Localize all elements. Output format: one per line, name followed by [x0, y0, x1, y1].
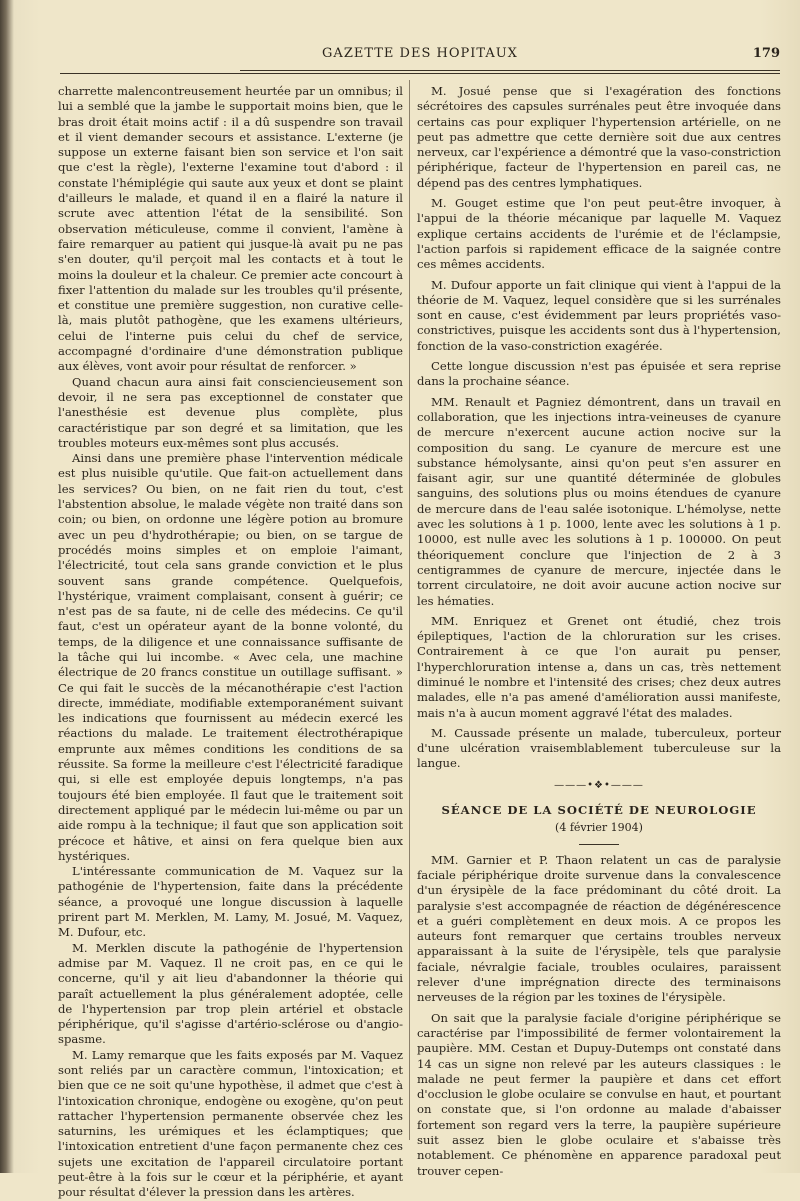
running-title: GAZETTE DES HOPITAUX [322, 46, 518, 61]
section-date: (4 février 1904) [555, 821, 643, 835]
paragraph: M. Caussade présente un malade, tuberculeux, porteur d'une ulcération vraisemblablement tuberculeuse sur la langue. [417, 725, 781, 771]
paragraph: charrette malencontreusement heurtée par un omnibus; il lui a semblé que la jambe le supportait moins bien, que le bras droit était moins actif : il a dû suspendre son travail et il vient demander secours et assistance. L'externe (je suppose un externe faisant bien son service et l'on sait que c'est la règle), l'externe l'examine tout d'abord : il constate l'hémiplégie qui saute aux yeux et dont se plaint d'ailleurs le malade, et quand il en a flairé la nature il scrute avec attention l'état de la sensibilité. Son observation méticuleuse, comme il convient, l'amène à faire remarquer au patient qui jusque-là avait pu ne pas s'en douter, qu'il perçoit mal les contacts et à tout le moins la douleur et la chaleur. Ce premier acte concourt à fixer l'attention du malade sur les troubles qu'il présente, et constitue une première suggestion, non curative celle-là, mais plutôt pathogène, que les examens ultérieurs, celui de l'interne puis celui du chef de service, accompagné d'ordinaire d'une démonstration publique aux élèves, vont avoir pour résultat de renforcer. » [58, 84, 403, 374]
paragraph: Ainsi dans une première phase l'intervention médicale est plus nuisible qu'utile. Que fait-on actuellement dans les services? Ou bien, on ne fait rien du tout, c'est l'abstention absolue, le malade végète non traité dans son coin; ou bien, on ordonne une légère potion au bromure avec un peu d'hydrothérapie; ou bien, on se targue de procédés moins simples et on emploie l'aimant, l'électricité, tout cela sans grande conviction et le plus souvent sans grande compétence. Quelquefois, l'hystérique, vraiment complaisant, consent à guérir; ce n'est pas de sa faute, ni de celle des médecins. Ce qu'il faut, c'est un opérateur ayant de la bonne volonté, du temps, de la diligence et une connaissance suffisante de la tâche qui lui incombe. « Avec cela, une machine électrique de 20 francs constitue un outillage suffisant. » Ce qui fait le succès de la mécanothérapie c'est l'action directe, immédiate, modifiable extemporanément suivant les indications que fournissent au médecin exercé les réactions du malade. Le traitement électrothérapique emprunte aux mêmes conditions les conditions de sa réussite. Sa forme la meilleure c'est l'électricité faradique qui, si elle est employée depuis longtemps, n'a pas toujours été bien employée. Il faut que le traitement soit directement appliqué par le médecin lui-même ou par un aide rompu à la technique; il faut que son application soit précoce et hâtive, et ainsi on fera quelque bien aux hystériques. [58, 451, 403, 863]
paragraph: M. Josué pense que si l'exagération des fonctions sécrétoires des capsules surrénales peut être invoquée dans certains cas pour expliquer l'hypertension artérielle, on ne peut pas admettre que cette dernière soit due aux centres nerveux, car l'expérience a démontré que la vaso-constriction périphérique, facteur de l'hypertension en pareil cas, ne dépend pas des centres lymphatiques. [417, 84, 781, 190]
paragraph: MM. Renault et Pagniez démontrent, dans un travail en collaboration, que les injections intra-veineuses de cyanure de mercure n'exercent aucune action nocive sur la composition du sang. Le cyanure de mercure est une substance hémolysante, ainsi qu'on peut s'en assurer en faisant agir, sur une quantité déterminée de globules sanguins, des solutions plus ou moins étendues de cyanure de mercure dans de l'eau salée isotonique. L'hémolyse, nette avec les solutions à 1 p. 1000, lente avec les solutions à 1 p. 10000, est nulle avec les solutions à 1 p. 100000. On peut théoriquement conclure que l'injection de 2 à 3 centigrammes de cyanure de mercure, injectée dans le torrent circulatoire, ne doit avoir aucune action nocive sur les hématies. [417, 394, 781, 608]
paragraph: Cette longue discussion n'est pas épuisée et sera reprise dans la prochaine séance. [417, 359, 781, 389]
page-header [60, 46, 780, 68]
paragraph: Quand chacun aura ainsi fait consciencieusement son devoir, il ne sera pas exceptionnel de constater que l'anesthésie est devenue plus complète, plus caractéristique par son degré et sa limitation, que les troubles moteurs eux-mêmes sont plus accusés. [58, 374, 403, 450]
paragraph: L'intéressante communication de M. Vaquez sur la pathogénie de l'hypertension, faite dans la précédente séance, a provoqué une longue discussion à laquelle prirent part M. Merklen, M. Lamy, M. Josué, M. Vaquez, M. Dufour, etc. [58, 864, 403, 940]
left-column [58, 84, 403, 1201]
paragraph: M. Lamy remarque que les faits exposés par M. Vaquez sont reliés par un caractère commun, l'intoxication; et bien que ce ne soit qu'une hypothèse, il admet que c'est à l'intoxication chronique, endogène ou exogène, qu'on peut rattacher l'hypertension permanente observée chez les saturnins, les urémiques et les éclamptiques; que l'intoxication entretient d'une façon permanente chez ces sujets une excitation de l'appareil circulatoire portant peut-être à la fois sur le cœur et la périphérie, et ayant pour résultat d'élever la pression dans les artères. [58, 1047, 403, 1200]
header-rule-secondary [60, 73, 780, 74]
header-rule [240, 70, 780, 71]
paragraph: On sait que la paralysie faciale d'origine périphérique se caractérise par l'impossibilité de fermer volontairement la paupière. MM. Cestan et Dupuy-Dutemps ont constaté dans 14 cas un signe non relevé par les auteurs classiques : le malade ne peut fermer la paupière et dans cet effort d'occlusion le globe oculaire se convulse en haut, et pourtant on constate que, si l'on ordonne au malade d'abaisser fortement son regard vers la terre, la paupière supérieure suit assez bien le globe oculaire et s'abaisse très notablement. Ce phénomène en apparence paradoxal peut trouver cepen- [417, 1010, 781, 1178]
section-rule [579, 844, 619, 845]
paragraph: MM. Garnier et P. Thaon relatent un cas de paralysie faciale périphérique droite survenue dans la convalescence d'un érysipèle de la face prédominant du côté droit. La paralysie s'est accompagnée de réaction de dégénérescence et a guéri complètement en deux mois. A ce propos les auteurs font remarquer que certains troubles nerveux apparaissant à la suite de l'érysipèle, tels que paralysie faciale, névralgie faciale, troubles oculaires, paraissent relever d'une imprégnation directe des terminaisons nerveuses de la région par les toxines de l'érysipèle. [417, 852, 781, 1005]
section-ornament: ———•❖•——— [554, 779, 644, 791]
right-column [417, 84, 781, 1184]
paragraph: M. Merklen discute la pathogénie de l'hypertension admise par M. Vaquez. Il ne croit pas, en ce qui le concerne, qu'il y ait lieu d'abandonner la théorie qui paraît actuellement la plus généralement adoptée, celle de l'hypertension par trop plein artériel et obstacle périphérique, qu'il s'agisse d'artério-sclérose ou d'angio-spasme. [58, 940, 403, 1047]
paragraph: M. Gouget estime que l'on peut peut-être invoquer, à l'appui de la théorie mécanique par laquelle M. Vaquez explique certains accidents de l'urémie et de l'éclampsie, l'action parfois si rapidement efficace de la saignée contre ces mêmes accidents. [417, 196, 781, 272]
paragraph: MM. Enriquez et Grenet ont étudié, chez trois épileptiques, l'action de la chloruration sur les crises. Contrairement à ce que l'on aurait pu penser, l'hyperchloruration intense a, dans un cas, très nettement diminué le nombre et l'intensité des crises; chez deux autres malades, elle n'a pas amené d'amélioration aussi manifeste, mais n'a à aucun moment aggravé l'état des malades. [417, 613, 781, 720]
column-divider [409, 80, 410, 1140]
section-title: SÉANCE DE LA SOCIÉTÉ DE NEUROLOGIE [441, 803, 757, 818]
page-number: 179 [752, 46, 780, 61]
paragraph: M. Dufour apporte un fait clinique qui vient à l'appui de la théorie de M. Vaquez, lequel considère que si les surrénales sont en cause, c'est évidemment par leurs propriétés vaso-constrictives, puisque les accidents sont dus à l'hypertension, fonction de la vaso-constriction exagérée. [417, 277, 781, 353]
